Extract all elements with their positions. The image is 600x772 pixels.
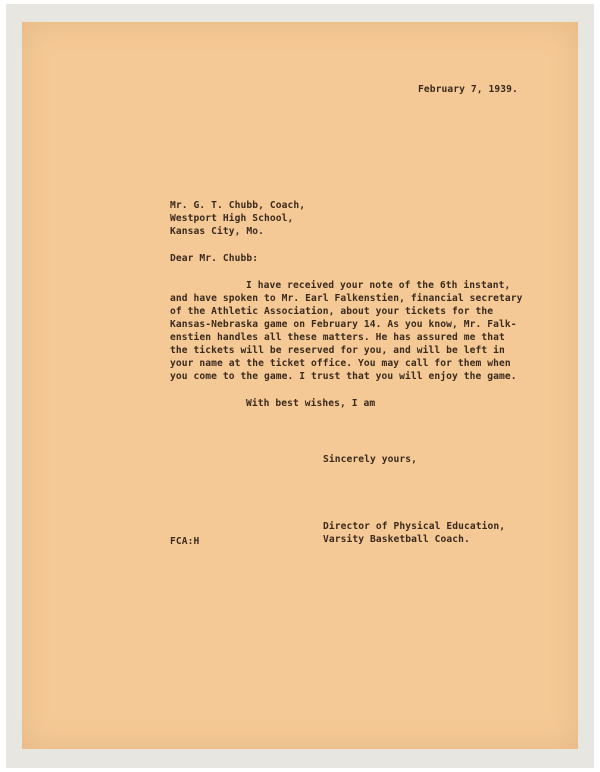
closing: Sincerely yours, — [323, 454, 418, 465]
signature-title-line-1: Director of Physical Education, — [323, 521, 506, 532]
body-line-3: of the Athletic Association, about your tickets for the — [170, 306, 494, 317]
letter-date: February 7, 1939. — [418, 84, 518, 95]
salutation: Dear Mr. Chubb: — [170, 253, 259, 264]
body-line-8: you come to the game. I trust that you will enjoy the game. — [170, 371, 517, 382]
recipient-line-2: Westport High School, — [170, 213, 294, 224]
recipient-line-3: Kansas City, Mo. — [170, 226, 265, 237]
body-line-5: enstien handles all these matters. He has assured me that — [170, 332, 505, 343]
body-line-6: the tickets will be reserved for you, and will be left in — [170, 345, 505, 356]
initials: FCA:H — [170, 536, 200, 547]
letter-paper — [22, 22, 578, 749]
signature-title-line-2: Varsity Basketball Coach. — [323, 534, 470, 545]
recipient-line-1: Mr. G. T. Chubb, Coach, — [170, 200, 306, 211]
body-line-1: I have received your note of the 6th instant, — [246, 280, 511, 291]
closing-line: With best wishes, I am — [246, 398, 376, 409]
body-line-7: your name at the ticket office. You may call for them when — [170, 358, 511, 369]
body-line-2: and have spoken to Mr. Earl Falkenstien, financial secretary — [170, 293, 523, 304]
body-line-4: Kansas-Nebraska game on February 14. As you know, Mr. Falk- — [170, 319, 517, 330]
